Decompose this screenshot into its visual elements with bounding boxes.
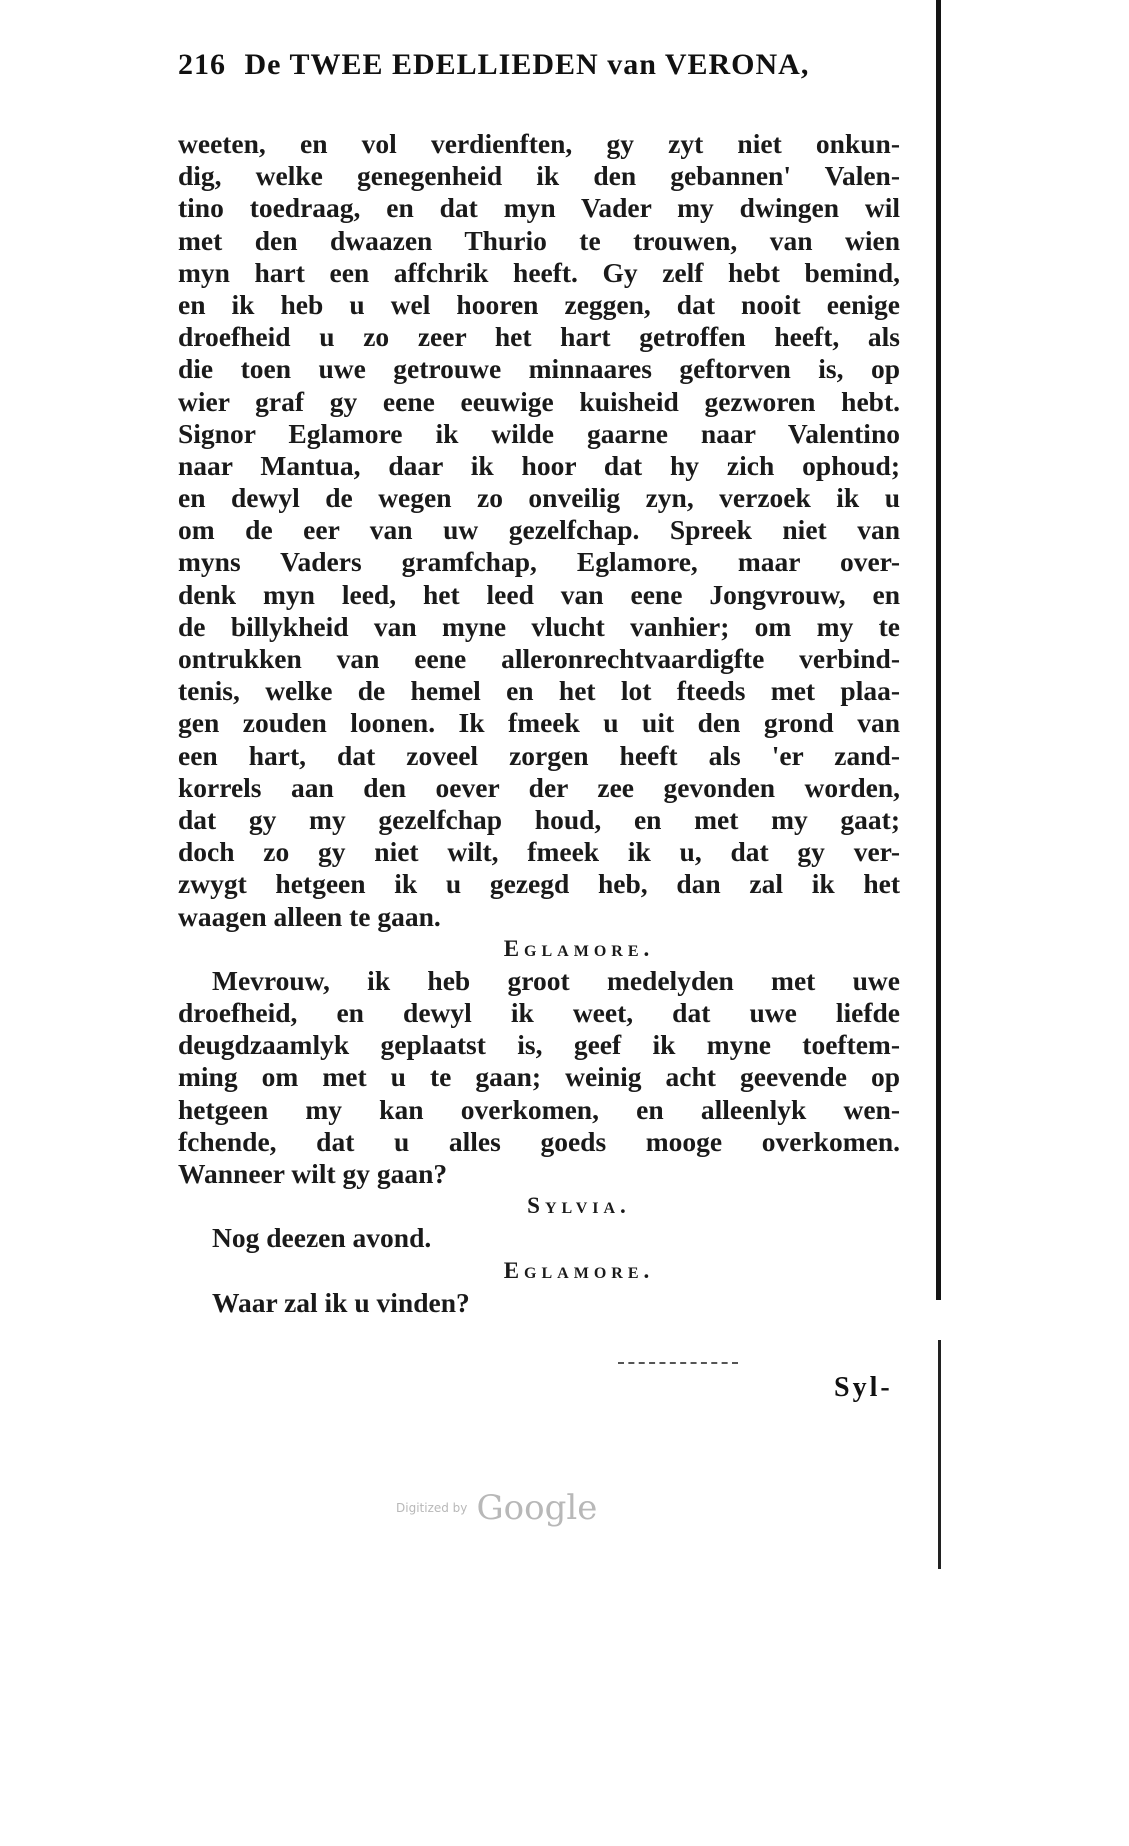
text-line: en ik heb u wel hooren zeggen, dat nooit eenige xyxy=(178,288,900,320)
text-line: Wanneer wilt gy gaan? xyxy=(178,1158,448,1189)
digitized-by-label: Digitized by xyxy=(396,1501,468,1515)
text-line: Waar zal ik u vinden? xyxy=(212,1286,470,1318)
text-line: tenis, welke de hemel en het lot fteeds met plaa- xyxy=(178,675,900,707)
text-line: myn hart een affchrik heeft. Gy zelf hebt bemind, xyxy=(178,256,900,288)
dashed-rule xyxy=(618,1362,738,1364)
digitized-footer xyxy=(396,1488,597,1528)
page-number: 216 xyxy=(178,48,226,81)
text-line: wier graf gy eene eeuwige kuisheid gezworen hebt. xyxy=(178,385,900,417)
text-line: waagen alleen te gaan. xyxy=(178,900,441,932)
text-line: fchende, dat u alles goeds mooge overkomen. xyxy=(178,1125,900,1157)
text-line: ming om met u te gaan; weinig acht geevende op xyxy=(178,1061,900,1093)
text-line: korrels aan den oever der zee gevonden worden, xyxy=(178,771,900,803)
google-logo: Google xyxy=(476,1488,598,1528)
text-line: en dewyl de wegen zo onveilig zyn, verzoek ik u xyxy=(178,482,900,514)
text-line: naar Mantua, daar ik hoor dat hy zich ophoud; xyxy=(178,449,900,481)
text-line: ontrukken van eene alleronrechtvaardigfte verbind- xyxy=(178,643,900,674)
text-line: dat gy my gezelfchap houd, en met my gaat; xyxy=(178,803,900,835)
text-line: die toen uwe getrouwe minnaares geftorven is, op xyxy=(178,353,900,385)
text-line: met den dwaazen Thurio te trouwen, van wien xyxy=(178,224,900,256)
catchword: Syl- xyxy=(834,1372,893,1403)
text-line: hetgeen my kan overkomen, en alleenlyk wen- xyxy=(178,1093,900,1125)
text-line: dig, welke genegenheid ik den gebannen' Valen- xyxy=(178,160,900,192)
text-line: zwygt hetgeen ik u gezegd heb, dan zal ik het xyxy=(178,868,900,900)
text-line: een hart, dat zoveel zorgen heeft als 'er zand- xyxy=(178,739,900,771)
text-line: om de eer van uw gezelfchap. Spreek niet van xyxy=(178,514,900,546)
text-line: denk myn leed, het leed van eene Jongvrouw, en xyxy=(178,578,900,610)
text-line: gen zouden loonen. Ik fmeek u uit den grond van xyxy=(178,707,900,739)
body-text xyxy=(178,128,900,1319)
page-edge-rule xyxy=(936,0,941,1300)
text-line: Nog deezen avond. xyxy=(212,1222,432,1254)
running-title: De TWEE EDELLIEDEN van VERONA, xyxy=(244,48,810,81)
page-edge-rule-lower xyxy=(938,1340,941,1569)
text-line: doch zo gy niet wilt, fmeek ik u, dat gy ver- xyxy=(178,836,900,868)
text-line: de billykheid van myne vlucht vanhier; om my te xyxy=(178,610,900,642)
text-line: droefheid, en dewyl ik weet, dat uwe liefde xyxy=(178,997,900,1029)
text-line: droefheid u zo zeer het hart getroffen heeft, als xyxy=(178,321,900,353)
speaker-name: Eglamore. xyxy=(503,935,655,961)
text-line: Mevrouw, ik heb groot medelyden met uwe xyxy=(212,964,900,996)
running-header xyxy=(178,48,898,82)
text-line: myns Vaders gramfchap, Eglamore, maar over- xyxy=(178,546,900,578)
speaker-name: Sylvia. xyxy=(527,1193,631,1219)
text-line: tino toedraag, en dat myn Vader my dwingen wil xyxy=(178,192,900,224)
text-line: deugdzaamlyk geplaatst is, geef ik myne toeftem- xyxy=(178,1029,900,1061)
text-line: Signor Eglamore ik wilde gaarne naar Valentino xyxy=(178,417,900,449)
speaker-name: Eglamore. xyxy=(503,1257,655,1283)
text-line: weeten, en vol verdienften, gy zyt niet onkun- xyxy=(178,128,900,159)
